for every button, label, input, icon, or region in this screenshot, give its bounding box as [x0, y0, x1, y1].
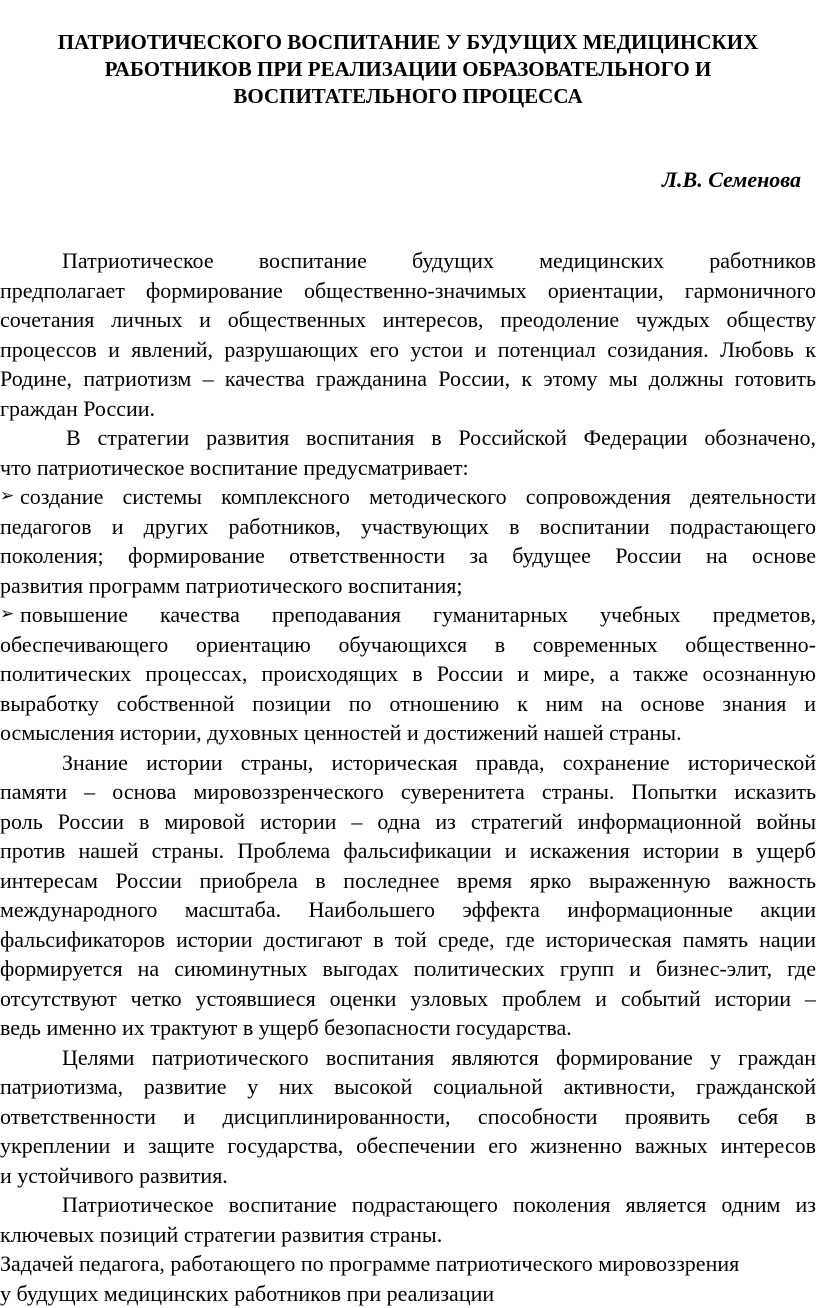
text-line: поколения; формирование ответственности за будущее России на основе [0, 541, 816, 571]
text-line: международного масштаба. Наибольшего эффекта информационные акции [0, 895, 816, 925]
text-line: формируется на сиюминутных выгодах политических групп и бизнес-элит, где [0, 954, 816, 984]
text-line: ведь именно их трактуют в ущерб безопасности государства. [0, 1013, 816, 1043]
text-line: ключевых позиций стратегии развития страны. [0, 1220, 816, 1250]
text-line: граждан России. [0, 394, 816, 424]
arrowhead-bullet-icon: ➢ [0, 600, 14, 630]
list-item-line [0, 600, 816, 630]
text-line: сочетания личных и общественных интересов, преодоление чуждых обществу [0, 305, 816, 335]
text-line: и устойчивого развития. [0, 1161, 816, 1191]
text-line: обеспечивающего ориентацию обучающихся в современных общественно- [0, 630, 816, 660]
text-line: выработку собственной позиции по отношению к ним на основе знания и [0, 689, 816, 719]
arrowhead-bullet-icon: ➢ [0, 482, 14, 512]
text-line: памяти – основа мировоззренческого суверенитета страны. Попытки исказить [0, 777, 816, 807]
text-line: Задачей педагога, работающего по программе патриотического мировоззрения [0, 1249, 816, 1279]
text-line: роль России в мировой истории – одна из стратегий информационной войны [0, 807, 816, 837]
text-line: что патриотическое воспитание предусматривает: [0, 453, 816, 483]
document-title [0, 29, 816, 110]
text-line: фальсификаторов истории достигают в той среде, где историческая память нации [0, 925, 816, 955]
text-line: Патриотическое воспитание подрастающего поколения является одним из [0, 1190, 816, 1220]
text-line: создание системы комплексного методического сопровождения деятельности [20, 484, 816, 509]
text-line: укреплении и защите государства, обеспечении его жизненно важных интересов [0, 1131, 816, 1161]
text-line: политических процессах, происходящих в России и мире, а также осознанную [0, 659, 816, 689]
text-line: В стратегии развития воспитания в Российской Федерации обозначено, [0, 423, 816, 453]
text-line: повышение качества преподавания гуманитарных учебных предметов, [20, 602, 816, 627]
text-line: у будущих медицинских работников при реализации [0, 1279, 816, 1308]
text-line: Родине, патриотизм – качества гражданина России, к этому мы должны готовить [0, 364, 816, 394]
text-line: предполагает формирование общественно-значимых ориентации, гармоничного [0, 276, 816, 306]
author-name: Л.В. Семенова [662, 166, 801, 194]
text-line: Целями патриотического воспитания являются формирование у граждан [0, 1043, 816, 1073]
text-line: отсутствуют четко устоявшиеся оценки узловых проблем и событий истории – [0, 984, 816, 1014]
text-line: развития программ патриотического воспитания; [0, 571, 816, 601]
text-line: ответственности и дисциплинированности, способности проявить себя в [0, 1102, 816, 1132]
title-line-2: РАБОТНИКОВ ПРИ РЕАЛИЗАЦИИ ОБРАЗОВАТЕЛЬНОГО И [0, 56, 816, 83]
title-line-3: ВОСПИТАТЕЛЬНОГО ПРОЦЕССА [0, 83, 816, 110]
text-line: осмысления истории, духовных ценностей и достижений нашей страны. [0, 718, 816, 748]
document-body [0, 246, 816, 1308]
text-line: Патриотическое воспитание будущих медицинских работников [0, 246, 816, 276]
text-line: интересам России приобрела в последнее время ярко выраженную важность [0, 866, 816, 896]
title-line-1: ПАТРИОТИЧЕСКОГО ВОСПИТАНИЕ У БУДУЩИХ МЕДИЦИНСКИХ [0, 29, 816, 56]
text-line: патриотизма, развитие у них высокой социальной активности, гражданской [0, 1072, 816, 1102]
text-line: против нашей страны. Проблема фальсификации и искажения истории в ущерб [0, 836, 816, 866]
text-line: педагогов и других работников, участвующих в воспитании подрастающего [0, 512, 816, 542]
text-line: Знание истории страны, историческая правда, сохранение исторической [0, 748, 816, 778]
list-item-line [0, 482, 816, 512]
text-line: процессов и явлений, разрушающих его устои и потенциал созидания. Любовь к [0, 335, 816, 365]
